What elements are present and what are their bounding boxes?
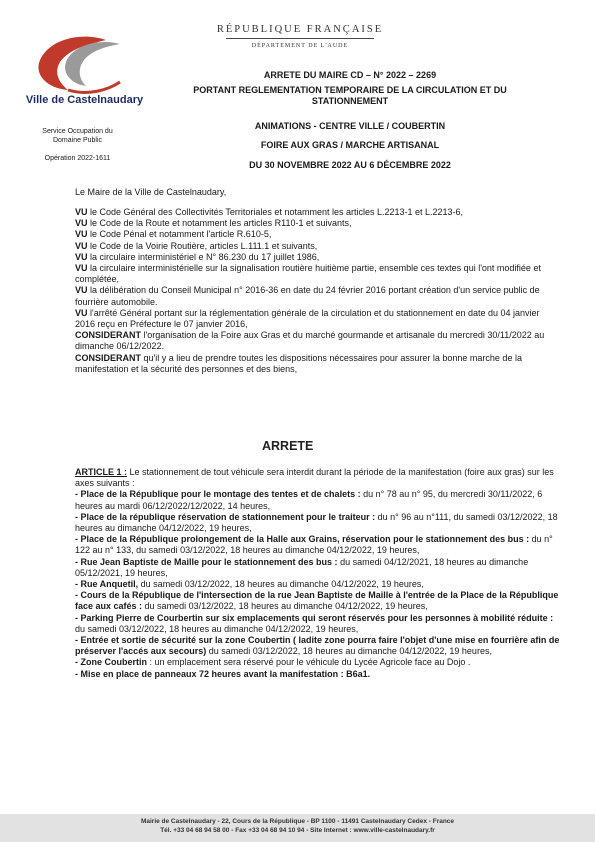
republique-title: RÉPUBLIQUE FRANÇAISE (216, 24, 384, 35)
service-label: Service Occupation du Domaine Public (42, 128, 113, 144)
consideration-item: VU le Code de la Route et notamment les articles R110-1 et suivants, (75, 218, 352, 229)
article-1 (75, 467, 562, 680)
divider (226, 38, 374, 39)
operation-label: Opération 2022-1611 (44, 155, 111, 162)
article-item: - Rue Jean Baptiste de Maille pour le stationnement des bus : du samedi 04/12/2021, 18 heures au dimanche 05/12/2021, 19 heures, (75, 556, 529, 578)
consideration-item: CONSIDERANT qu'il y a lieu de prendre toutes les dispositions nécessaires pour assurer la bonne marche de la manifestation et la sécurité des personnes et des biens, (75, 352, 522, 374)
arrete-heading: ARRETE (262, 439, 314, 453)
article-1-intro: ARTICLE 1 : Le stationnement de tout véhicule sera interdit durant la période de la manifestation (foire aux gras) sur les axes suivants : (75, 467, 554, 489)
article-item: - Place de la République prolongement de la Halle aux Grains, réservation pour le stationnement des bus : du n° 122 au n° 133, du samedi 03/12/2022, 18 heures au dimanche 04/12/2022, 19 heures, (75, 534, 553, 556)
dates-line: DU 30 NOVEMBRE 2022 AU 6 DÉCEMBRE 2022 (249, 160, 451, 170)
consideration-item: VU le Code Général des Collectivités Territoriales et notamment les articles L.2213-1 et L.2213-6, (75, 207, 464, 217)
article-item: - Zone Coubertin : un emplacement sera réservé pour le véhicule du Lycée Agricole face au Dojo . (75, 657, 471, 668)
consideration-item: VU la circulaire interministérielle sur la signalisation routière huitième partie, ensemble ces textes qui l'ont modifiée et complétée, (75, 263, 541, 285)
intro-text: Le Maire de la Ville de Castelnaudary, (75, 187, 227, 197)
consideration-item: VU l'arrêté Général portant sur la réglementation générale de la circulation et du stationnement en date du 04 janvier 2016 reçu en Préfecture le 07 janvier 2016, (75, 307, 540, 330)
footer-address: Mairie de Castelnaudary - 22, Cours de la République - BP 1100 - 11491 Castelnaudary Cedex - France (140, 818, 455, 825)
city-logo (28, 30, 140, 102)
article-item: - Rue Anquetil, du samedi 03/12/2022, 18 heures au dimanche 04/12/2022, 19 heures, (75, 579, 424, 590)
article-item: - Place de la République pour le montage des tentes et de chalets : du n° 78 au n° 95, du mercredi 30/11/2022, 6 heures au mardi 06/12/2022/12/2022, 14 heures, (75, 489, 543, 511)
article-item: - Entrée et sortie de sécurité sur la zone Coubertin ( ladite zone pourra faire l'objet d'une mise en fourrière afin de préserver l'accés aux secours) du samedi 03/12/2022, 18 heures au dimanche 04/12/2022, 19 heures, (75, 635, 560, 657)
arrete-number: ARRETE DU MAIRE CD – N° 2022 – 2269 (263, 70, 437, 80)
article-item: - Place de la république réservation de stationnement pour le traiteur : du n° 96 au n°111, du samedi 03/12/2022, 18 heures au dimanche 04/12/2022, 19 heures, (75, 511, 558, 534)
arrete-subject: PORTANT REGLEMENTATION TEMPORAIRE DE LA CIRCULATION ET DU STATIONNEMENT (193, 85, 507, 106)
foire-line: FOIRE AUX GRAS / MARCHE ARTISANAL (260, 140, 440, 150)
footer (0, 814, 595, 842)
animations-line: ANIMATIONS - CENTRE VILLE / COUBERTIN (254, 121, 446, 131)
city-name: Ville de Castelnaudary (25, 94, 144, 106)
article-item: - Mise en place de panneaux 72 heures avant la manifestation : B6a1. (75, 668, 371, 679)
consideration-item: VU le Code Pénal et notamment l'article R.610-5, (75, 229, 272, 240)
consideration-item: VU la délibération du Conseil Municipal n° 2016-36 en date du 24 février 2016 portant création d'un service public de fourrière automobile. (75, 285, 540, 307)
footer-contact: Tél. +33 04 68 94 58 00 - Fax +33 04 68 94 10 94 - Site Internet : www.ville-castelnaudary.fr (160, 827, 435, 834)
departement-label: DÉPARTEMENT DE L'AUDE (251, 43, 349, 49)
considerations (75, 207, 562, 375)
consideration-item: VU le Code de la Voirie Routière, articles L.111.1 et suivants, (75, 240, 318, 251)
consideration-item: VU la circulaire interministériel e N° 86.230 du 17 juillet 1986, (75, 251, 320, 262)
consideration-item: CONSIDERANT l'organisation de la Foire aux Gras et du marché gourmande et artisanale du mercredi 30/11/2022 au dimanche 06/12/2022. (75, 330, 545, 352)
article-item: - Cours de la République de l'intersection de la rue Jean Baptiste de Maille à l'entrée de la Place de la République face aux cafés : du samedi 03/12/2022, 18 heures au dimanche 04/12/2022, 19 heures, (75, 590, 559, 612)
article-item: - Parking Pierre de Courbertin sur six emplacements qui seront réservés pour les personnes à mobilité réduite : du samedi 03/12/2022, 18 heures au dimanche 04/12/2022, 19 heures, (75, 612, 554, 634)
